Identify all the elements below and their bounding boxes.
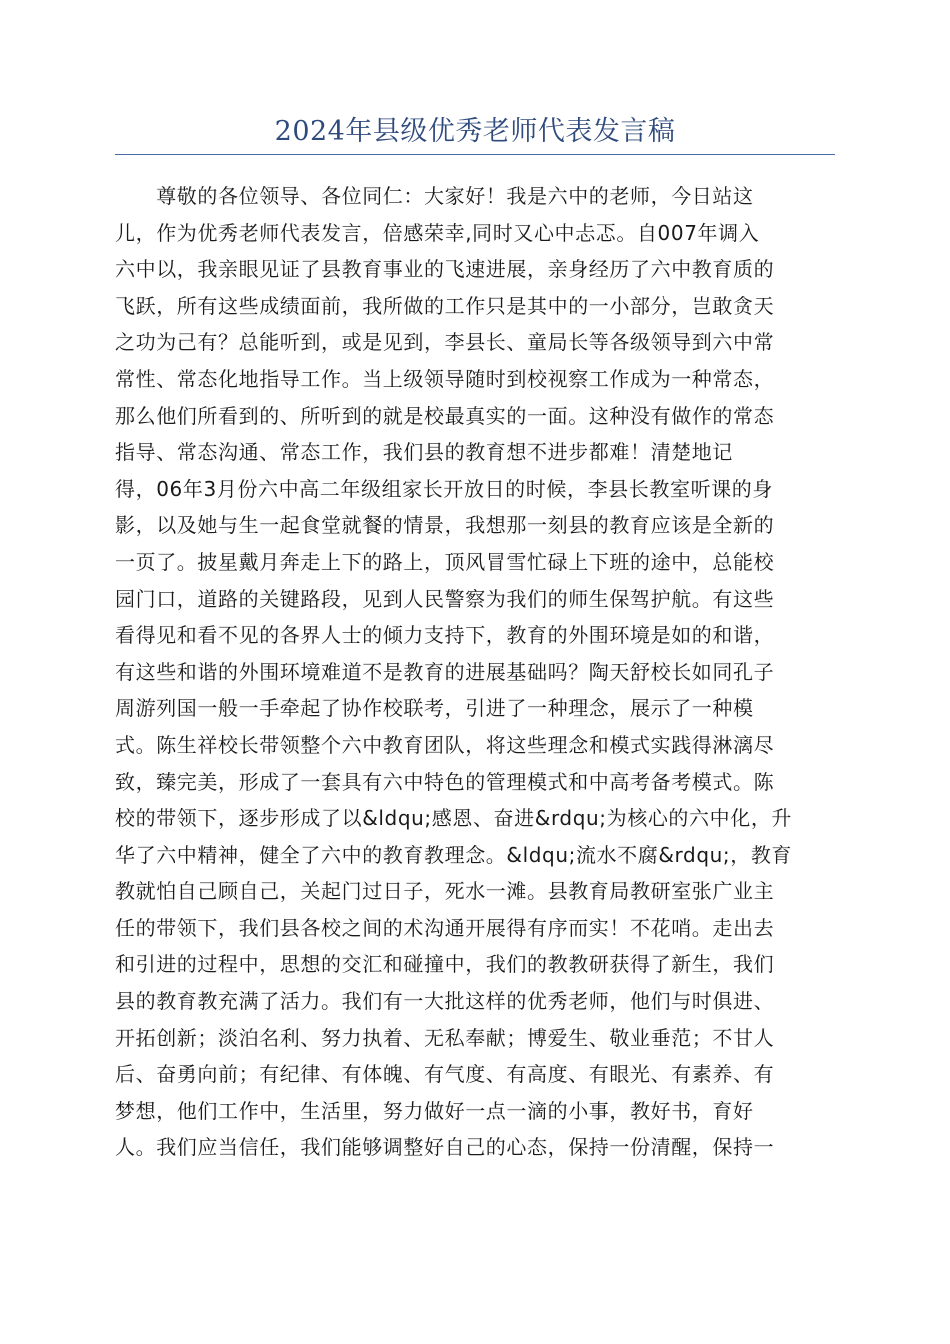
text-line: 六中以，我亲眼见证了县教育事业的飞速进展，亲身经历了六中教育质的 [115,257,775,282]
text-line: 后、奋勇向前；有纪律、有体魄、有气度、有高度、有眼光、有素养、有 [115,1062,775,1087]
text-line: 常性、常态化地指导工作。当上级领导随时到校视察工作成为一种常态， [115,366,775,391]
text-line: 尊敬的各位领导、各位同仁：大家好！我是六中的老师，今日站这 [115,184,754,208]
speech-body [115,178,835,1166]
text-line: 开拓创新；淡泊名利、努力执着、无私奉献；博爱生、敬业垂范；不甘人 [115,1025,775,1050]
text-line: 影，以及她与生一起食堂就餐的情景，我想那一刻县的教育应该是全新的 [115,513,775,538]
text-line: 人。我们应当信任，我们能够调整好自己的心态，保持一份清醒，保持一 [115,1135,775,1160]
text-line: 得，06年3月份六中高二年级组家长开放日的时候，李县长教室听课的身 [115,476,773,501]
text-line: 看得见和看不见的各界人士的倾力支持下，教育的外围环境是如的和谐， [115,623,775,648]
text-line: 华了六中精神，健全了六中的教育教理念。&ldqu;流水不腐&rdqu;，教育 [115,842,793,867]
text-line: 一页了。披星戴月奔走上下的路上，顶风冒雪忙碌上下班的途中，总能校 [115,549,775,574]
text-line: 和引进的过程中，思想的交汇和碰撞中，我们的教教研获得了新生，我们 [115,952,775,977]
text-line: 那么他们所看到的、所听到的就是校最真实的一面。这种没有做作的常态 [115,403,775,428]
document-title: 2024年县级优秀老师代表发言稿 [274,116,676,147]
text-line: 园门口，道路的关键路段，见到人民警察为我们的师生保驾护航。有这些 [115,586,775,611]
text-line: 致，臻完美，形成了一套具有六中特色的管理模式和中高考备考模式。陈 [115,769,775,794]
text-line: 任的带领下，我们县各校之间的术沟通开展得有序而实！不花哨。走出去 [115,915,775,940]
text-line: 儿，作为优秀老师代表发言，倍感荣幸,同时又心中忐忑。自007年调入 [115,220,760,245]
text-line: 之功为己有？总能听到，或是见到，李县长、童局长等各级领导到六中常 [115,330,775,355]
text-line: 校的带领下，逐步形成了以&ldqu;感恩、奋进&rdqu;为核心的六中化，升 [115,806,793,831]
text-line: 有这些和谐的外围环境难道不是教育的进展基础吗？陶天舒校长如同孔子 [115,659,775,684]
text-line: 指导、常态沟通、常态工作，我们县的教育想不进步都难！清楚地记 [115,440,733,465]
text-line: 式。陈生祥校长带领整个六中教育团队，将这些理念和模式实践得淋漓尽 [115,732,775,757]
text-line: 周游列国一般一手牵起了协作校联考，引进了一种理念，展示了一种模 [115,696,754,721]
text-line: 教就怕自己顾自己，关起门过日子，死水一滩。县教育局教研室张广业主 [115,879,775,904]
title-underline [115,154,835,155]
text-line: 飞跃，所有这些成绩面前，我所做的工作只是其中的一小部分，岂敢贪天 [115,293,775,318]
text-line: 县的教育教充满了活力。我们有一大批这样的优秀老师，他们与时俱进、 [115,989,775,1014]
text-line: 梦想，他们工作中，生活里，努力做好一点一滴的小事，教好书，育好 [115,1098,754,1123]
